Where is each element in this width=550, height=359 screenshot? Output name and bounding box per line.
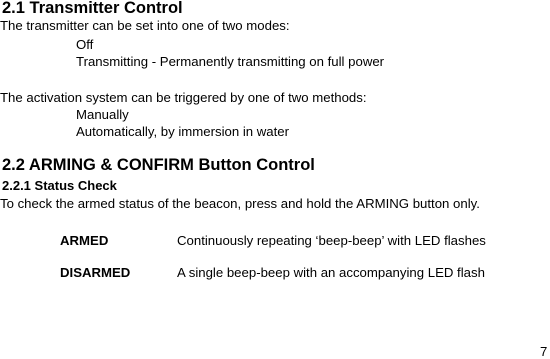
status-term-disarmed: DISARMED	[60, 265, 131, 280]
status-check-instruction: To check the armed status of the beacon, press and hold the ARMING button only.	[0, 196, 480, 211]
status-check-subheading: 2.2.1 Status Check	[2, 178, 117, 193]
status-term-armed: ARMED	[60, 233, 109, 248]
status-description-disarmed: A single beep-beep with an accompanying LED flash	[177, 265, 485, 280]
status-description-armed: Continuously repeating ‘beep-beep’ with LED flashes	[177, 233, 486, 248]
mode-item-transmitting: Transmitting - Permanently transmitting on full power	[76, 54, 385, 69]
method-item-manually: Manually	[76, 107, 129, 122]
section-2-2-heading: 2.2 ARMING & CONFIRM Button Control	[2, 156, 315, 174]
page-number: 7	[540, 344, 548, 359]
mode-item-off: Off	[76, 37, 94, 52]
activation-intro: The activation system can be triggered by one of two methods:	[0, 90, 367, 105]
section-2-1-heading: 2.1 Transmitter Control	[2, 0, 183, 17]
modes-intro: The transmitter can be set into one of two modes:	[0, 18, 290, 33]
method-item-automatically: Automatically, by immersion in water	[76, 124, 290, 139]
